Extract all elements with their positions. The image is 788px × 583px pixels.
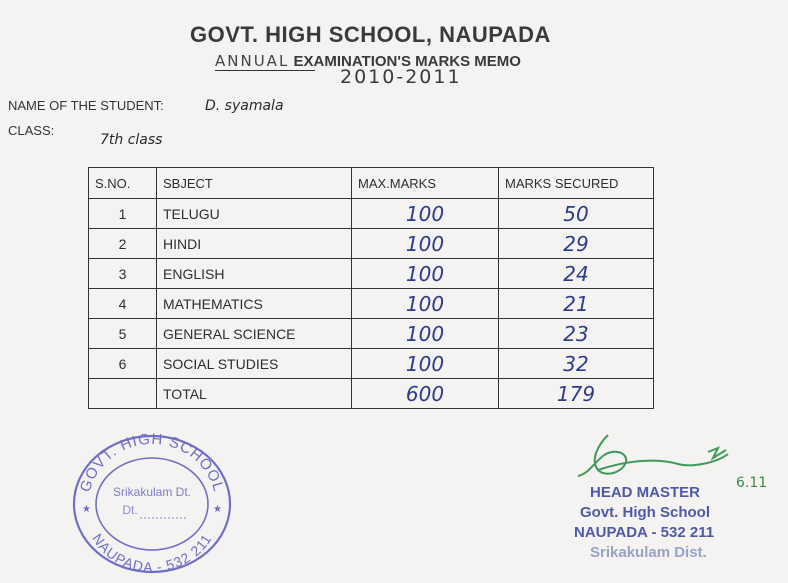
table-total-row <box>89 379 654 409</box>
sno-cell: 1 <box>89 199 157 229</box>
marks-table <box>88 167 654 409</box>
annual-underline <box>215 70 315 71</box>
table-row <box>89 289 654 319</box>
seal-top-text: GOVT. HIGH SCHOOL <box>76 430 228 495</box>
subject-cell: SOCIAL STUDIES <box>157 349 352 379</box>
sno-cell <box>89 379 157 409</box>
total-marks-secured-cell: 179 <box>499 379 654 409</box>
max-marks-cell: 100 <box>352 259 499 289</box>
headmaster-title: HEAD MASTER <box>590 484 701 501</box>
memo-prefix: ANNUAL <box>215 52 290 70</box>
table-row <box>89 259 654 289</box>
marks-secured-cell: 32 <box>499 349 654 379</box>
seal-graphic <box>70 428 234 574</box>
marks-secured-cell: 21 <box>499 289 654 319</box>
class-value: 7th class <box>100 132 163 148</box>
col-header-sno: S.NO. <box>89 168 157 199</box>
subject-cell: GENERAL SCIENCE <box>157 319 352 349</box>
table-header-row <box>89 168 654 199</box>
table-row <box>89 349 654 379</box>
max-marks-cell: 100 <box>352 199 499 229</box>
marks-secured-cell: 29 <box>499 229 654 259</box>
total-max-marks-cell: 600 <box>352 379 499 409</box>
memo-title: EXAMINATION'S MARKS MEMO <box>293 53 521 70</box>
col-header-marks-secured: MARKS SECURED <box>499 168 654 199</box>
school-title: GOVT. HIGH SCHOOL, NAUPADA <box>190 22 551 47</box>
class-label: CLASS: <box>8 123 55 138</box>
marks-secured-cell: 24 <box>499 259 654 289</box>
table-row <box>89 229 654 259</box>
sno-cell: 5 <box>89 319 157 349</box>
max-marks-cell: 100 <box>352 229 499 259</box>
school-seal <box>70 428 234 574</box>
table-row <box>89 319 654 349</box>
sno-cell: 4 <box>89 289 157 319</box>
seal-bottom-text: NAUPADA - 532 211 <box>89 530 215 574</box>
subject-cell: TELUGU <box>157 199 352 229</box>
signature-stroke <box>578 435 728 476</box>
seal-inner-line2: Dt. <box>122 503 138 517</box>
col-header-subject: SBJECT <box>157 168 352 199</box>
student-name-label: NAME OF THE STUDENT: <box>8 98 164 113</box>
max-marks-cell: 100 <box>352 319 499 349</box>
sno-cell: 2 <box>89 229 157 259</box>
max-marks-cell: 100 <box>352 289 499 319</box>
marks-secured-cell: 23 <box>499 319 654 349</box>
table-row <box>89 199 654 229</box>
subject-cell: MATHEMATICS <box>157 289 352 319</box>
student-name-value: D. syamala <box>205 98 284 114</box>
seal-star-right: ★ <box>213 504 222 515</box>
subject-cell: ENGLISH <box>157 259 352 289</box>
seal-inner-ring <box>96 458 208 550</box>
max-marks-cell: 100 <box>352 349 499 379</box>
col-header-max-marks: MAX.MARKS <box>352 168 499 199</box>
subject-cell: HINDI <box>157 229 352 259</box>
sno-cell: 3 <box>89 259 157 289</box>
headmaster-school: Govt. High School <box>580 504 710 521</box>
seal-inner-line1: Srikakulam Dt. <box>112 485 192 499</box>
signature-date: 6.11 <box>736 475 768 491</box>
sno-cell: 6 <box>89 349 157 379</box>
headmaster-district: Srikakulam Dist. <box>590 544 707 561</box>
marks-secured-cell: 50 <box>499 199 654 229</box>
seal-star-left: ★ <box>82 504 91 515</box>
headmaster-address: NAUPADA - 532 211 <box>574 524 715 541</box>
total-label-cell: TOTAL <box>157 379 352 409</box>
academic-year: 2010-2011 <box>340 66 462 88</box>
